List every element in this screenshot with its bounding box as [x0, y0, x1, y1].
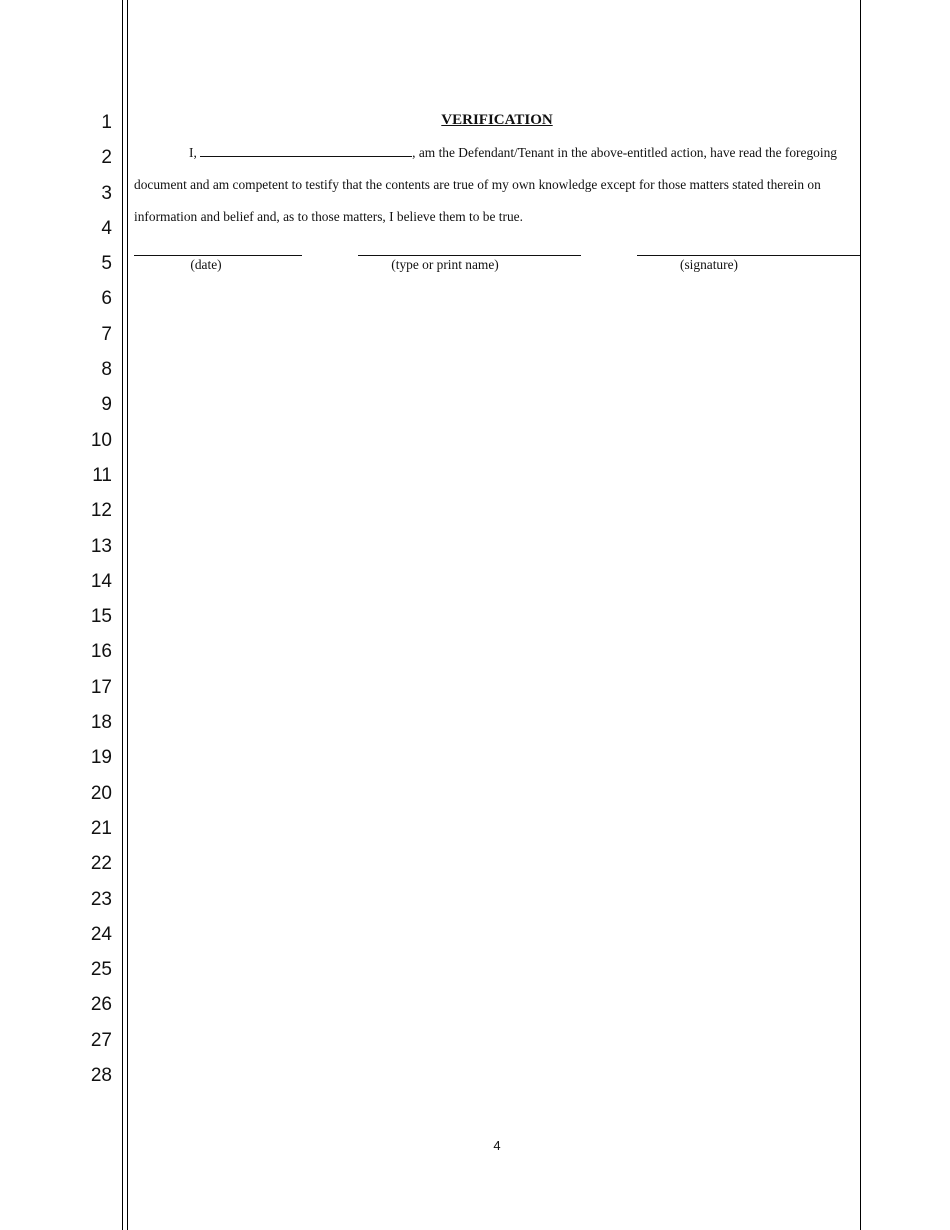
declarant-name-blank[interactable]: [200, 144, 412, 157]
line-number: 23: [90, 888, 112, 910]
verification-line-1-text: , am the Defendant/Tenant in the above-entitled action, have read the foregoing: [412, 145, 837, 160]
line-number: 10: [90, 429, 112, 451]
line-number: 15: [90, 606, 112, 628]
line-number: 5: [101, 253, 112, 275]
line-number: 8: [101, 359, 112, 381]
line-number: 3: [101, 182, 112, 204]
line-number: 20: [90, 782, 112, 804]
line-number: 25: [90, 959, 112, 981]
line-number: 28: [90, 1065, 112, 1087]
line-number: 9: [101, 394, 112, 416]
line-number: 4: [101, 217, 112, 239]
line-number: 19: [90, 747, 112, 769]
line-number: 24: [90, 923, 112, 945]
line-number: 22: [90, 853, 112, 875]
margin-rule-left-inner: [127, 0, 128, 1230]
verification-line-3: information and belief and, as to those matters, I believe them to be true.: [134, 209, 523, 224]
line-number: 2: [101, 147, 112, 169]
line-number: 11: [92, 464, 112, 486]
verification-line-1: [134, 143, 860, 163]
margin-rule-right: [860, 0, 861, 1230]
print-name-label: (type or print name): [391, 257, 499, 272]
pleading-line-numbers: [60, 105, 112, 1093]
line-number: 16: [90, 641, 112, 663]
signature-label: (signature): [679, 257, 738, 272]
line-number: 14: [90, 570, 112, 592]
verification-title: VERIFICATION: [441, 112, 553, 128]
page-number: 4: [493, 1138, 501, 1153]
verification-line-2: document and am competent to testify that the contents are true of my own knowledge except for those matters stated therein on: [134, 177, 821, 192]
line-number: 18: [90, 712, 112, 734]
margin-rule-left-outer: [122, 0, 123, 1230]
line-number: 17: [90, 676, 112, 698]
line-number: 6: [101, 288, 112, 310]
verification-prefix: I,: [189, 145, 197, 160]
line-number: 7: [101, 323, 112, 345]
line-number: 27: [90, 1029, 112, 1051]
line-number: 1: [101, 112, 112, 133]
line-number: 12: [90, 500, 112, 522]
date-label: (date): [190, 257, 222, 272]
line-number: 21: [90, 817, 112, 839]
line-number: 26: [90, 994, 112, 1016]
line-number: 13: [90, 535, 112, 557]
